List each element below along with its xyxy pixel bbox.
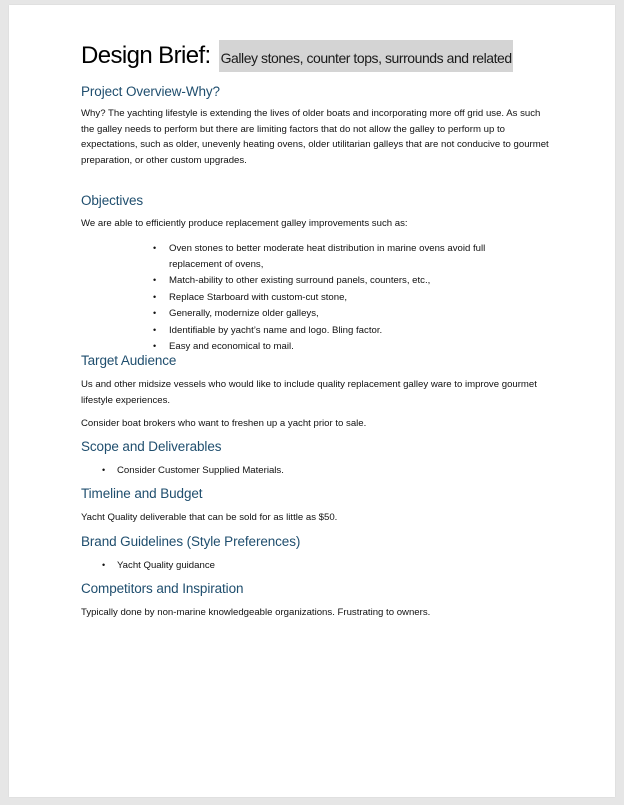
list-item: • Generally, modernize older galleys,: [153, 306, 523, 322]
audience-paragraph-1: Us and other midsize vessels who would like to include quality replacement galley ware to improve gourmet lifestyle experiences.: [81, 379, 537, 406]
list-item: • Yacht Quality guidance: [102, 558, 502, 574]
list-item: • Replace Starboard with custom-cut stone,: [153, 290, 523, 306]
title-row: [81, 36, 513, 76]
bullet-icon: •: [153, 308, 157, 318]
bullet-icon: •: [153, 275, 157, 285]
objectives-intro: We are able to efficiently produce replacement galley improvements such as:: [81, 218, 408, 229]
bullet-icon: •: [102, 465, 106, 475]
competitors-paragraph: Typically done by non-marine knowledgeable organizations. Frustrating to owners.: [81, 607, 431, 618]
document-subtitle[interactable]: Galley stones, counter tops, surrounds and related: [219, 40, 513, 72]
list-item: • Match-ability to other existing surround panels, counters, etc.,: [153, 273, 523, 289]
timeline-paragraph: Yacht Quality deliverable that can be sold for as little as $50.: [81, 512, 338, 523]
heading-timeline-budget: Timeline and Budget: [81, 486, 203, 501]
document-page: [9, 5, 615, 797]
objectives-list: [153, 241, 523, 356]
overview-paragraph: Why? The yachting lifestyle is extending the lives of older boats and incorporating more off grid use. As such the galley needs to perform but there are limiting factors that do not allow the galley to perform up to expectations, such as older, unevenly heating ovens, older utilitarian galleys that are not conducive to gourmet preparation, or other custom upgrades.: [81, 108, 549, 166]
bullet-icon: •: [102, 560, 106, 570]
heading-target-audience: Target Audience: [81, 353, 177, 368]
bullet-icon: •: [153, 324, 157, 335]
bullet-icon: •: [153, 243, 157, 253]
brand-list: [102, 558, 502, 575]
heading-project-overview: Project Overview-Why?: [81, 84, 220, 99]
heading-objectives: Objectives: [81, 193, 144, 208]
heading-competitors: Competitors and Inspiration: [81, 581, 244, 596]
document-title: Design Brief:: [81, 42, 211, 69]
heading-scope-deliverables: Scope and Deliverables: [81, 439, 222, 454]
heading-brand-guidelines: Brand Guidelines (Style Preferences): [81, 534, 301, 549]
scope-list: [102, 463, 502, 480]
bullet-icon: •: [153, 291, 157, 302]
audience-paragraph-2: Consider boat brokers who want to freshen up a yacht prior to sale.: [81, 418, 367, 429]
bullet-icon: •: [153, 341, 157, 351]
list-item: • Easy and economical to mail.: [153, 339, 523, 355]
list-item: • Oven stones to better moderate heat distribution in marine ovens avoid full replacement of ovens,: [153, 243, 486, 270]
list-item: • Identifiable by yacht’s name and logo. Bling factor.: [153, 323, 523, 339]
list-item: • Consider Customer Supplied Materials.: [102, 463, 502, 479]
